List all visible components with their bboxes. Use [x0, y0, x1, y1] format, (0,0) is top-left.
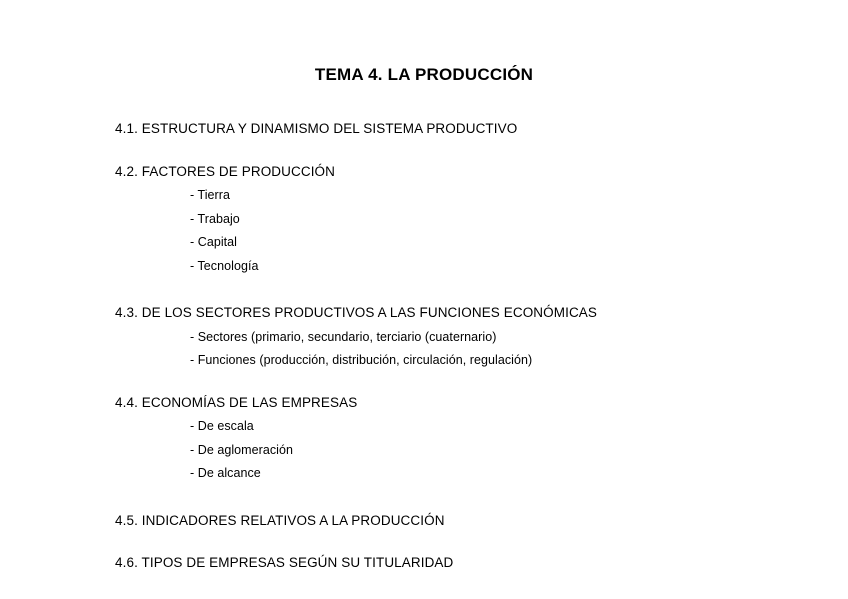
list-item: - De alcance	[190, 466, 261, 480]
section-heading: 4.3. DE LOS SECTORES PRODUCTIVOS A LAS FUNCIONES ECONÓMICAS	[115, 305, 598, 320]
section-heading: 4.6. TIPOS DE EMPRESAS SEGÚN SU TITULARIDAD	[115, 555, 454, 570]
list-item: - Funciones (producción, distribución, circulación, regulación)	[190, 353, 533, 367]
section-heading: 4.5. INDICADORES RELATIVOS A LA PRODUCCIÓN	[115, 512, 445, 528]
list-item: - De aglomeración	[190, 442, 293, 457]
document-body	[115, 112, 788, 572]
list-item: - Capital	[190, 235, 237, 249]
section-heading: 4.2. FACTORES DE PRODUCCIÓN	[115, 163, 335, 179]
list-item: - De escala	[190, 419, 254, 433]
bullet-list	[115, 322, 788, 369]
section-heading: 4.4. ECONOMÍAS DE LAS EMPRESAS	[115, 394, 358, 410]
list-item: - Trabajo	[190, 211, 240, 226]
spacer	[115, 369, 788, 386]
section-4-3	[115, 296, 788, 369]
bullet-list	[115, 180, 788, 274]
section-4-4	[115, 386, 788, 482]
list-item: - Tierra	[190, 188, 230, 202]
spacer	[115, 274, 788, 296]
spacer	[115, 529, 788, 546]
list-item: - Sectores (primario, secundario, terciario (cuaternario)	[190, 329, 497, 344]
section-4-1	[115, 112, 788, 138]
bullet-list	[115, 411, 788, 482]
page-title: TEMA 4. LA PRODUCCIÓN	[314, 65, 534, 85]
spacer	[115, 138, 788, 155]
section-4-5	[115, 504, 788, 530]
spacer	[115, 482, 788, 504]
list-item: - Tecnología	[190, 258, 259, 273]
section-4-6	[115, 546, 788, 572]
section-4-2	[115, 155, 788, 275]
section-heading: 4.1. ESTRUCTURA Y DINAMISMO DEL SISTEMA PRODUCTIVO	[115, 121, 518, 136]
